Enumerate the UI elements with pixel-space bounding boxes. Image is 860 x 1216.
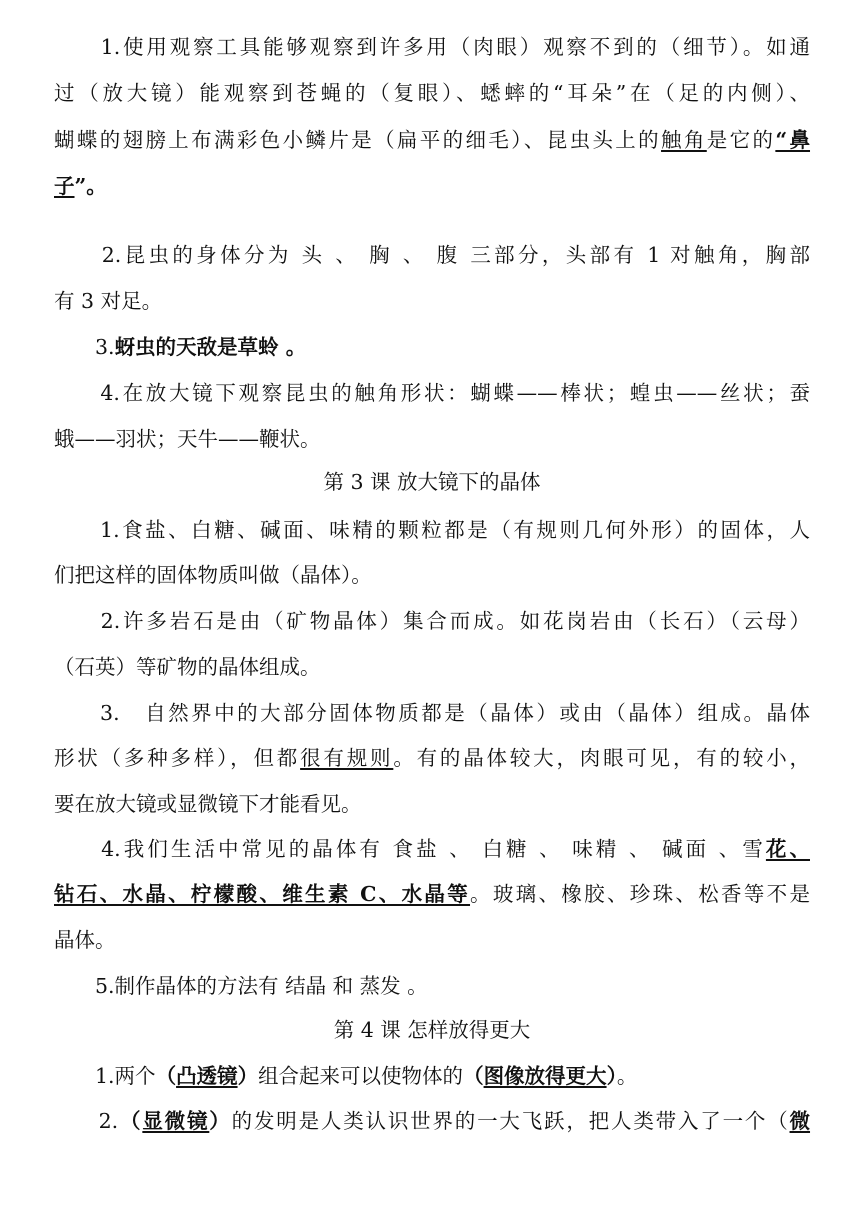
text-line: 2.许多岩石是由（矿物晶体）集合而成。如花岗岩由（长石）（云母） [54, 609, 810, 633]
text-line: 2.（显微镜）的发明是人类认识世界的一大飞跃，把人类带入了一个（微 [54, 1109, 811, 1133]
text-line: 有 3 对足。 [54, 289, 163, 313]
text-line: 要在放大镜或显微镜下才能看见。 [54, 792, 362, 816]
text-line: （石英）等矿物的晶体组成。 [54, 655, 321, 679]
text-line: 4.我们生活中常见的晶体有 食盐 、 白糖 、 味精 、 碱面 、雪花、 [54, 837, 810, 861]
text-line: 3. 自然界中的大部分固体物质都是（晶体）或由（晶体）组成。晶体 [54, 701, 810, 725]
text-line: 1.食盐、白糖、碱面、味精的颗粒都是（有规则几何外形）的固体，人 [54, 518, 810, 542]
text-line: 晶体。 [54, 928, 116, 952]
text-line: 1.使用观察工具能够观察到许多用（肉眼）观察不到的（细节）。如通 [54, 35, 810, 59]
text-line: 蝴蝶的翅膀上布满彩色小鳞片是（扁平的细毛）、昆虫头上的触角是它的“鼻 [54, 128, 811, 152]
text-line: 钻石、水晶、柠檬酸、维生素 C、水晶等。玻璃、橡胶、珍珠、松香等不是 [54, 882, 811, 906]
text-line: 形状（多种多样），但都很有规则。有的晶体较大，肉眼可见，有的较小， [54, 746, 811, 770]
text-line: 3.蚜虫的天敌是草蛉 。 [54, 335, 307, 359]
text-line: 过（放大镜）能观察到苍蝇的（复眼）、蟋蟀的“耳朵”在（足的内侧）、 [54, 81, 810, 105]
text-line: 2.昆虫的身体分为 头 、 胸 、 腹 三部分，头部有 1 对触角，胸部 [54, 243, 810, 267]
section-heading: 第 3 课 放大镜下的晶体 [323, 470, 541, 494]
text-line: 子”。 [54, 174, 107, 198]
section-heading: 第 4 课 怎样放得更大 [333, 1018, 531, 1042]
text-line: 蛾——羽状；天牛——鞭状。 [54, 427, 321, 451]
text-line: 5.制作晶体的方法有 结晶 和 蒸发 。 [54, 974, 428, 998]
text-line: 4.在放大镜下观察昆虫的触角形状：蝴蝶——棒状；蝗虫——丝状；蚕 [54, 381, 810, 405]
text-line: 1.两个（凸透镜）组合起来可以使物体的（图像放得更大）。 [54, 1064, 638, 1088]
text-line: 们把这样的固体物质叫做（晶体）。 [54, 563, 372, 587]
